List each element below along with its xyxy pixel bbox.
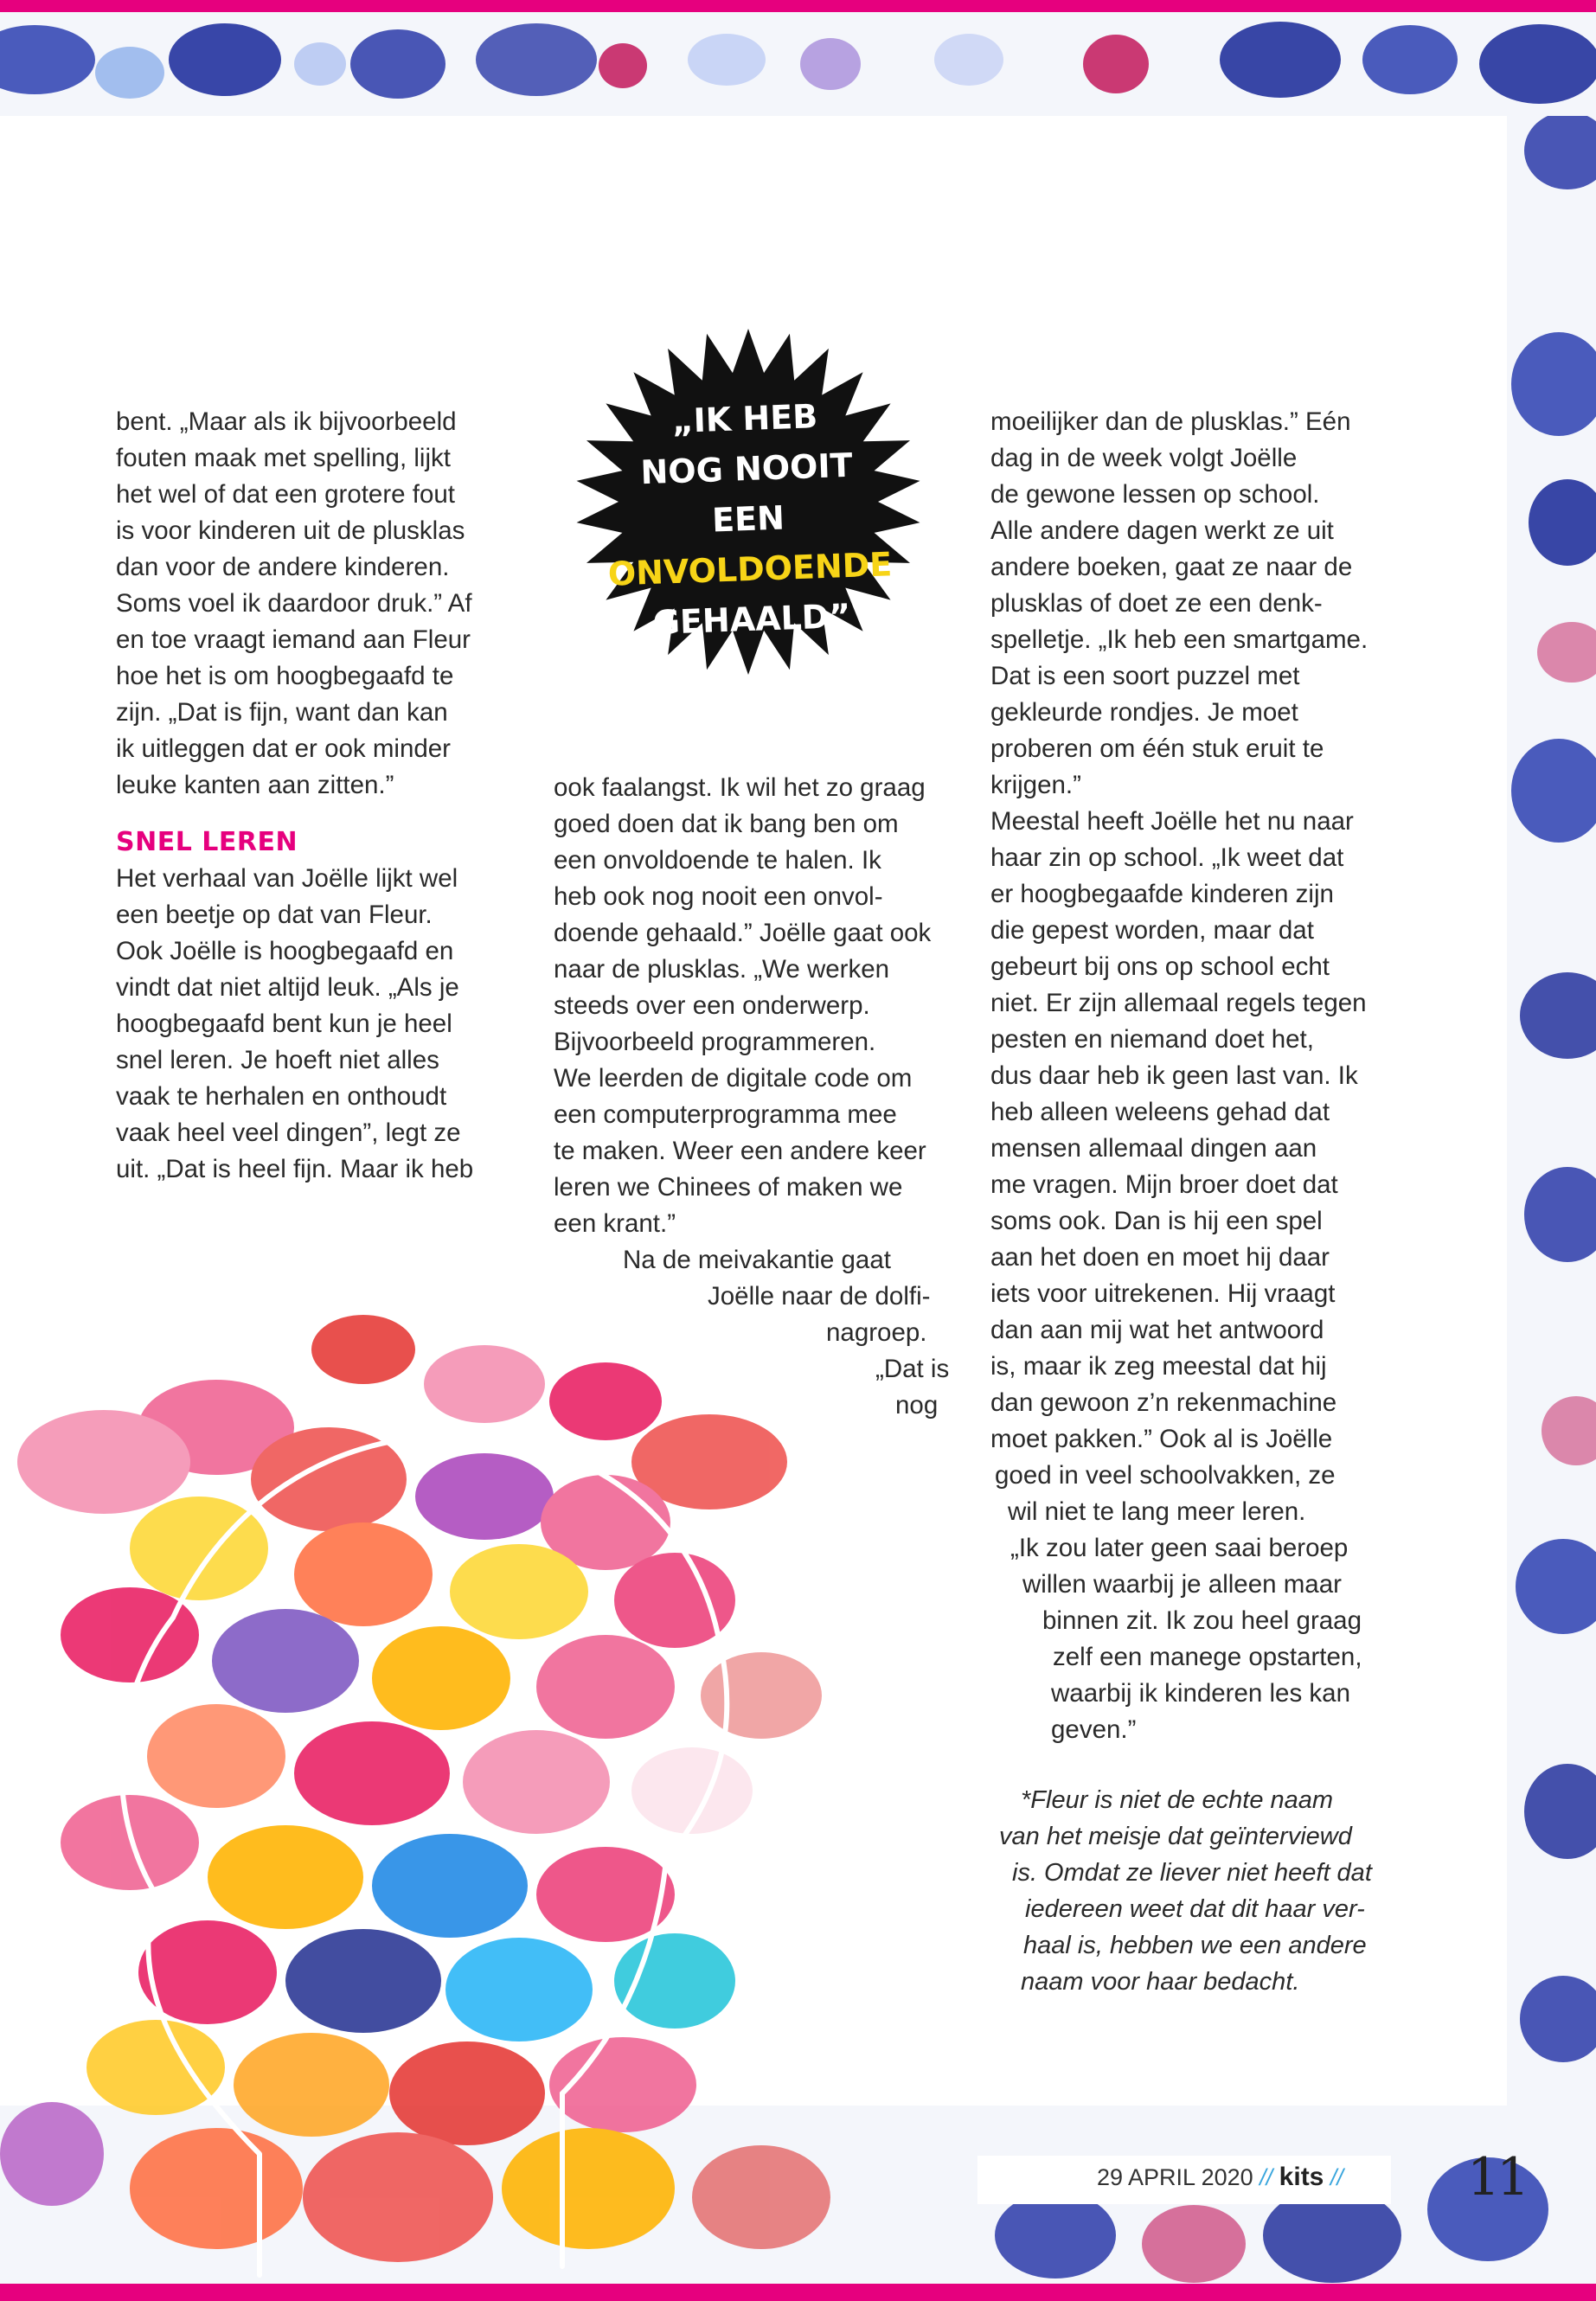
body-line: gebeurt bij ons op school echt bbox=[990, 952, 1330, 981]
body-line: een onvoldoende te halen. Ik bbox=[554, 846, 881, 875]
article-column-3 bbox=[990, 404, 1406, 1748]
body-line: dus daar heb ik geen last van. Ik bbox=[990, 1061, 1358, 1090]
body-line: goed in veel schoolvakken, ze bbox=[995, 1461, 1336, 1490]
body-line: leren we Chinees of maken we bbox=[554, 1173, 903, 1202]
section-heading: SNEL LEREN bbox=[116, 827, 298, 857]
ink-splatter-top-border bbox=[0, 12, 1596, 116]
body-line: dag in de week volgt Joëlle bbox=[990, 444, 1298, 472]
body-line: Het verhaal van Joëlle lijkt wel bbox=[116, 864, 458, 893]
body-line: en toe vraagt iemand aan Fleur bbox=[116, 625, 471, 654]
body-line: Bijvoorbeeld programmeren. bbox=[554, 1028, 876, 1056]
body-line: er hoogbegaafde kinderen zijn bbox=[990, 880, 1334, 908]
body-line: willen waarbij je alleen maar bbox=[1022, 1570, 1342, 1599]
body-line: het wel of dat een grotere fout bbox=[116, 480, 455, 509]
top-pink-bar bbox=[0, 0, 1596, 12]
body-line: snel leren. Je hoeft niet alles bbox=[116, 1046, 439, 1074]
pull-quote-line-4: ONVOLDOENDE bbox=[607, 545, 893, 593]
body-line: Dat is een soort puzzel met bbox=[990, 662, 1300, 690]
body-line: een beetje op dat van Fleur. bbox=[116, 901, 433, 929]
body-line: gekleurde rondjes. Je moet bbox=[990, 698, 1298, 727]
body-line: mensen allemaal dingen aan bbox=[990, 1134, 1317, 1163]
body-line: zelf een manege opstarten, bbox=[1053, 1643, 1362, 1671]
body-line: niet. Er zijn allemaal regels tegen bbox=[990, 989, 1367, 1017]
body-line: een computerprogramma mee bbox=[554, 1100, 897, 1129]
body-line: de gewone lessen op school. bbox=[990, 480, 1320, 509]
body-line: steeds over een onderwerp. bbox=[554, 991, 870, 1020]
body-line: wil niet te lang meer leren. bbox=[1008, 1497, 1306, 1526]
body-line: dan voor de andere kinderen. bbox=[116, 553, 450, 581]
body-line: fouten maak met spelling, lijkt bbox=[116, 444, 451, 472]
watercolor-head-illustration bbox=[0, 1289, 977, 2284]
body-line: „Ik zou later geen saai beroep bbox=[1010, 1534, 1349, 1562]
body-line: heb alleen weleens gehad dat bbox=[990, 1098, 1330, 1126]
body-line: We leerden de digitale code om bbox=[554, 1064, 913, 1093]
footer bbox=[1097, 2163, 1343, 2192]
bottom-pink-bar bbox=[0, 2284, 1596, 2301]
body-line: ook faalangst. Ik wil het zo graag bbox=[554, 773, 926, 802]
body-line: vindt dat niet altijd leuk. „Als je bbox=[116, 973, 459, 1002]
issue-date: 29 APRIL 2020 bbox=[1097, 2164, 1253, 2190]
footnote-line: haal is, hebben we een andere bbox=[1023, 1932, 1367, 1959]
body-line: ik uitleggen dat er ook minder bbox=[116, 734, 452, 763]
footnote-line: *Fleur is niet de echte naam bbox=[1021, 1786, 1334, 1814]
body-line: Joëlle naar de dolfi- bbox=[708, 1282, 931, 1311]
page-number: 11 bbox=[1467, 2147, 1527, 2208]
body-line: moet pakken.” Ook al is Joëlle bbox=[990, 1425, 1333, 1453]
body-line: moeilijker dan de plusklas.” Eén bbox=[990, 407, 1351, 436]
body-line: andere boeken, gaat ze naar de bbox=[990, 553, 1353, 581]
footnote bbox=[999, 1782, 1432, 2000]
body-line: nagroep. bbox=[826, 1318, 927, 1347]
body-line: Ook Joëlle is hoogbegaafd en bbox=[116, 937, 454, 965]
pull-quote-line-3: EEN bbox=[711, 498, 785, 540]
body-line: proberen om één stuk eruit te bbox=[990, 734, 1324, 763]
article-column-2 bbox=[554, 770, 960, 1424]
pull-quote-line-2: NOG NOOIT bbox=[639, 445, 854, 492]
body-line: geven.” bbox=[1051, 1715, 1137, 1744]
body-line: plusklas of doet ze een denk- bbox=[990, 589, 1323, 618]
body-line: is, maar ik zeg meestal dat hij bbox=[990, 1352, 1327, 1381]
body-line: pesten en niemand doet het, bbox=[990, 1025, 1314, 1054]
body-line: bent. „Maar als ik bijvoorbeeld bbox=[116, 407, 457, 436]
body-line: me vragen. Mijn broer doet dat bbox=[990, 1170, 1338, 1199]
footer-separator: // bbox=[1324, 2164, 1343, 2190]
body-line: Na de meivakantie gaat bbox=[623, 1246, 891, 1274]
body-line: een krant.” bbox=[554, 1209, 676, 1238]
body-line: Alle andere dagen werkt ze uit bbox=[990, 516, 1334, 545]
body-line: aan het doen en moet hij daar bbox=[990, 1243, 1330, 1272]
body-line: haar zin op school. „Ik weet dat bbox=[990, 843, 1344, 872]
body-line: vaak te herhalen en onthoudt bbox=[116, 1082, 447, 1111]
magazine-brand: kits bbox=[1279, 2163, 1324, 2191]
body-line: goed doen dat ik bang ben om bbox=[554, 810, 899, 838]
body-line: dan aan mij wat het antwoord bbox=[990, 1316, 1324, 1344]
body-line: hoogbegaafd bent kun je heel bbox=[116, 1009, 452, 1038]
pull-quote-line-5: GEHAALD” bbox=[652, 596, 851, 642]
body-line: „Dat is bbox=[875, 1355, 950, 1383]
pull-quote-line-1: „IK HEB bbox=[670, 397, 818, 440]
body-line: soms ook. Dan is hij een spel bbox=[990, 1207, 1323, 1235]
body-line: uit. „Dat is heel fijn. Maar ik heb bbox=[116, 1155, 474, 1183]
body-line: vaak heel veel dingen”, legt ze bbox=[116, 1118, 461, 1147]
ink-splatter-right-border bbox=[1507, 116, 1596, 2106]
body-line: iets voor uitrekenen. Hij vraagt bbox=[990, 1279, 1336, 1308]
footer-separator: // bbox=[1253, 2164, 1279, 2190]
body-line: naar de plusklas. „We werken bbox=[554, 955, 890, 984]
body-line: dan gewoon z’n rekenmachine bbox=[990, 1388, 1337, 1417]
body-line: doende gehaald.” Joëlle gaat ook bbox=[554, 919, 932, 947]
body-line: zijn. „Dat is fijn, want dan kan bbox=[116, 698, 448, 727]
body-line: nog bbox=[895, 1391, 939, 1420]
body-line: spelletje. „Ik heb een smartgame. bbox=[990, 625, 1368, 654]
body-line: binnen zit. Ik zou heel graag bbox=[1042, 1606, 1362, 1635]
body-line: leuke kanten aan zitten.” bbox=[116, 771, 394, 799]
footnote-line: van het meisje dat geïnterviewd bbox=[999, 1823, 1352, 1850]
footnote-line: is. Omdat ze liever niet heeft dat bbox=[1012, 1859, 1372, 1887]
body-line: heb ook nog nooit een onvol- bbox=[554, 882, 883, 911]
body-line: krijgen.” bbox=[990, 771, 1081, 799]
body-line: te maken. Weer een andere keer bbox=[554, 1137, 926, 1165]
footnote-line: iedereen weet dat dit haar ver- bbox=[1025, 1895, 1365, 1923]
body-line: Meestal heeft Joëlle het nu naar bbox=[990, 807, 1354, 836]
body-line: die gepest worden, maar dat bbox=[990, 916, 1314, 945]
body-line: Soms voel ik daardoor druk.” Af bbox=[116, 589, 472, 618]
article-column-1 bbox=[116, 404, 514, 1188]
body-line: is voor kinderen uit de plusklas bbox=[116, 516, 465, 545]
pull-quote bbox=[567, 388, 930, 651]
body-line: hoe het is om hoogbegaafd te bbox=[116, 662, 454, 690]
body-line: waarbij ik kinderen les kan bbox=[1051, 1679, 1350, 1708]
footnote-line: naam voor haar bedacht. bbox=[1021, 1968, 1300, 1996]
